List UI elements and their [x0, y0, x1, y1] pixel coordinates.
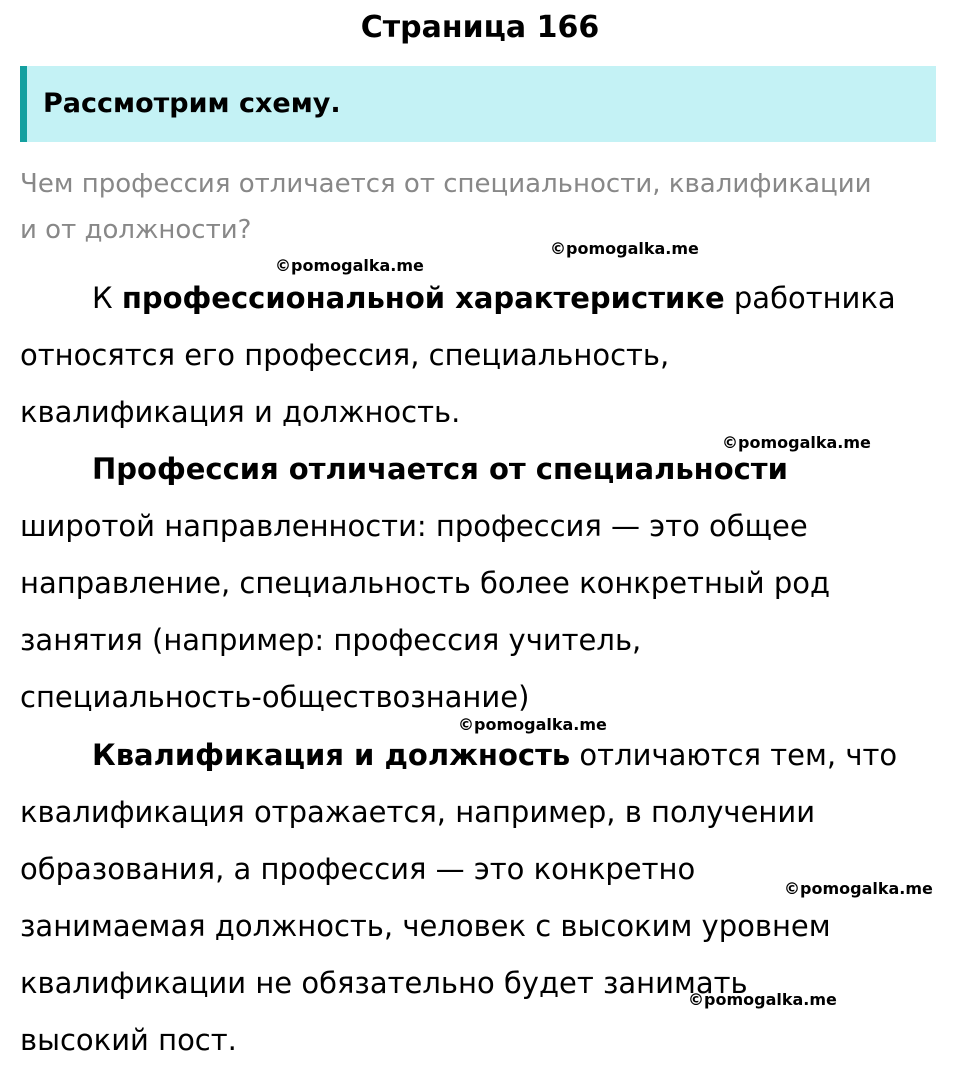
text-run: работника: [724, 281, 896, 315]
paragraph-line: квалификация отражается, например, в получении: [20, 795, 816, 829]
watermark: ©pomogalka.me: [722, 433, 871, 452]
page-title: Страница 166: [360, 10, 600, 45]
paragraph-line: [20, 727, 945, 784]
watermark: ©pomogalka.me: [688, 990, 837, 1009]
text-run: отличаются тем, что: [570, 738, 898, 772]
watermark: ©pomogalka.me: [275, 256, 424, 275]
paragraph-line: направление, специальность более конкретный род: [20, 566, 831, 600]
paragraph-line: специальность-обществознание): [20, 680, 530, 714]
bold-term: Профессия отличается от специальности: [92, 452, 788, 486]
paragraph-line: высокий пост.: [20, 1023, 237, 1057]
section-banner: [20, 66, 936, 142]
paragraph-line: занимаемая должность, человек с высоким уровнем: [20, 909, 831, 943]
bold-term: профессиональной характеристике: [121, 281, 725, 315]
paragraph-professional-characteristic: [20, 270, 945, 441]
banner-text: Рассмотрим схему.: [43, 88, 341, 119]
question-text: [20, 161, 950, 253]
watermark: ©pomogalka.me: [550, 239, 699, 258]
paragraph-line: широтой направленности: профессия — это общее: [20, 509, 808, 543]
paragraph-line: относятся его профессия, специальность,: [20, 338, 670, 372]
paragraph-line: квалификация и должность.: [20, 395, 461, 429]
paragraph-line: занятия (например: профессия учитель,: [20, 623, 642, 657]
paragraph-line: квалификации не обязательно будет занимать: [20, 966, 748, 1000]
paragraph-profession-vs-specialty: [20, 441, 945, 726]
bold-term: Квалификация и должность: [92, 738, 571, 772]
watermark: ©pomogalka.me: [458, 715, 607, 734]
watermark: ©pomogalka.me: [784, 879, 933, 898]
question-line: Чем профессия отличается от специальности, квалификации: [20, 169, 872, 199]
text-run: К: [92, 281, 122, 315]
question-line: и от должности?: [20, 215, 252, 245]
paragraph-line: образования, а профессия — это конкретно: [20, 852, 696, 886]
paragraph-line: [20, 270, 945, 327]
